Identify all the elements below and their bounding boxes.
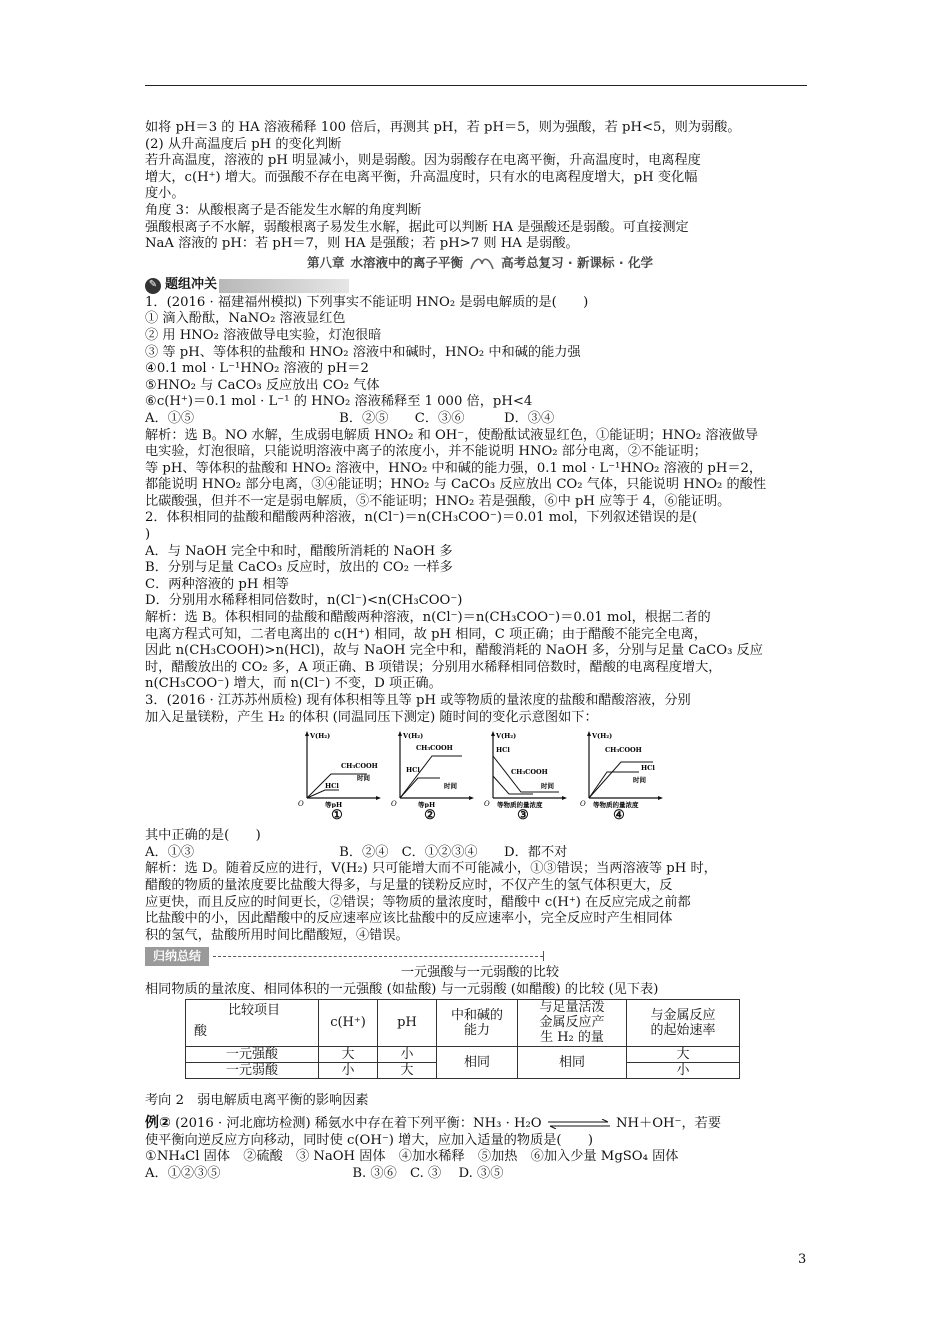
text-line: 使平衡向逆反应方向移动，同时使 c(OH⁻) 增大，应加入适量的物质是( ) (145, 1132, 594, 1148)
text-line: 应更快，而且反应的时间更长，②错误；等物质的量浓度时，醋酸中 c(H⁺) 在反应完成之前都 (145, 894, 691, 910)
graph-upper-label: CH₃COOH (341, 762, 378, 771)
text-line: 增大，c(H⁺) 增大。而强酸不存在电离平衡，升高温度时，只有水的电离程度增大，pH 变化幅 (145, 169, 698, 185)
table-header-neutral-2: 能力 (463, 1022, 490, 1038)
table-cell: 相同 (518, 1046, 627, 1078)
table-header-metal-1: 与足量活泼 (539, 1000, 605, 1016)
text-line: A．①③ B．②④ C．①②③④ D．都不对 (145, 844, 568, 860)
graph-number: ④ (613, 808, 625, 824)
graph-lower-label: CH₃COOH (511, 768, 548, 777)
table-header-rate-1: 与金属反应 (650, 1007, 716, 1023)
summary-subtitle: 相同物质的量浓度、相同体积的一元强酸 (如盐酸) 与一元弱酸 (如醋酸) 的比较 (见下表) (145, 981, 659, 997)
text-line: 强酸根离子不水解，弱酸根离子易发生水解，据此可以判断 HA 是强酸还是弱酸。可直接测定 (145, 219, 689, 235)
text-line: 比盐酸中的小，因此醋酸中的反应速率应该比盐酸中的反应速率小，完全反应时产生相同体 (145, 911, 673, 927)
text-line: NaA 溶液的 pH：若 pH＝7，则 HA 是强酸；若 pH>7 则 HA 是弱酸。 (145, 236, 579, 252)
example-text: (2016 · 河北廊坊检测) 稀氨水中存在着下列平衡：NH₃ · H₂O (175, 1116, 542, 1132)
text-line: 等 pH、等体积的盐酸和 HNO₂ 溶液中，HNO₂ 中和碱的能力强，0.1 mol · L⁻¹HNO₂ 溶液的 pH＝2， (145, 460, 763, 476)
text-line: 积的氢气，盐酸所用时间比醋酸短，④错误。 (145, 927, 409, 943)
text-line: 如将 pH＝3 的 HA 溶液稀释 100 倍后，再测其 pH，若 pH＝5，则为强酸，若 pH<5，则为弱酸。 (145, 120, 741, 135)
summary-title: 一元强酸与一元弱酸的比较 (400, 965, 560, 981)
text-line: 解析：选 B。体积相同的盐酸和醋酸两种溶液，n(Cl⁻)＝n(CH₃COO⁻)＝0.01 mol，根据二者的 (145, 610, 711, 626)
table-cell: 小 (378, 1046, 437, 1062)
graph-bottom-label: 等pH (418, 801, 436, 809)
table-header-rate-2: 的起始速率 (650, 1022, 716, 1038)
graph-xlabel: 时间 (633, 776, 646, 785)
graph-bottom-label: 等物质的量浓度 (497, 801, 543, 809)
table-header-neutral-1: 中和碱的 (450, 1007, 503, 1023)
graph-3 (481, 728, 567, 828)
graph-upper-label: CH₃COOH (605, 746, 642, 755)
table-header-item-top: 比较项目 (228, 1002, 281, 1018)
graph-ylabel: V(H₂) (592, 732, 613, 741)
table-cell: 大 (378, 1062, 437, 1078)
text-line: ③ 等 pH、等体积的盐酸和 HNO₂ 溶液中和碱时，HNO₂ 中和碱的能力强 (145, 344, 581, 360)
text-line: D．分别用水稀释相同倍数时，n(Cl⁻)<n(CH₃COO⁻) (145, 593, 463, 609)
text-line: 电实验，灯泡很暗，只能说明溶液中离子的浓度小，并不能说明 HNO₂ 部分电离，②不能证明； (145, 444, 707, 460)
section-tag-label: 题组冲关 (165, 277, 218, 293)
table-header-item (186, 999, 319, 1046)
graph-upper-label: CH₃COOH (416, 744, 453, 753)
text-line: C．两种溶液的 pH 相等 (145, 576, 289, 592)
summary-dash-line (213, 956, 543, 957)
graph-ylabel: V(H₂) (403, 732, 424, 741)
text-line: ) (145, 527, 151, 543)
question-3 (145, 693, 815, 726)
series-title: 高考总复习 · 新课标 · 化学 (501, 255, 653, 271)
text-line: 若升高温度，溶液的 pH 明显减小，则是弱酸。因为弱酸存在电离平衡，升高温度时，电离程度 (145, 153, 701, 169)
section-tag (145, 277, 815, 295)
graph-xlabel: 时间 (357, 774, 370, 783)
example-label: 例② (145, 1115, 171, 1132)
text-line: 因此 n(CH₃COOH)>n(HCl)，故与 NaOH 完全中和，醋酸消耗的 NaOH 多，分别与足量 CaCO₃ 反应 (145, 643, 763, 659)
summary-tag-label: 归纳总结 (145, 947, 209, 966)
text-line: 比碳酸强，但并不一定是弱电解质，⑤不能证明；HNO₂ 若是强酸，⑥中 pH 应等于 4，⑥能证明。 (145, 493, 731, 509)
graph-origin: O (484, 800, 490, 809)
text-line: 加入足量镁粉，产生 H₂ 的体积 (同温同压下测定) 随时间的变化示意图如下： (145, 709, 598, 725)
section-tag-bar (219, 279, 349, 293)
text-line: A．①②③⑤ B. ③⑥ C. ③ D. ③⑤ (145, 1165, 504, 1181)
chapter-number: 第八章 (307, 255, 345, 271)
table-cell: 大 (319, 1046, 378, 1062)
question-1 (145, 295, 815, 511)
example-2-first-line (145, 1115, 815, 1133)
text-line: 角度 3：从酸根离子是否能发生水解的角度判断 (145, 202, 422, 218)
comparison-table (185, 999, 740, 1079)
graph-2 (388, 728, 474, 828)
text-line: ④0.1 mol · L⁻¹HNO₂ 溶液的 pH＝2 (145, 361, 369, 377)
question-2 (145, 510, 815, 693)
text-line: ⑤HNO₂ 与 CaCO₃ 反应放出 CO₂ 气体 (145, 377, 380, 393)
graph-lower-label: HCl (325, 782, 339, 791)
page-content (145, 120, 815, 1183)
text-line: 2．体积相同的盐酸和醋酸两种溶液，n(Cl⁻)＝n(CH₃COO⁻)＝0.01 mol，下列叙述错误的是( (145, 510, 698, 526)
graph-4 (577, 728, 663, 828)
table-cell: 大 (627, 1046, 740, 1062)
text-line: 其中正确的是( ) (145, 828, 261, 844)
text-line: ① 滴入酚酞，NaNO₂ 溶液显红色 (145, 311, 346, 327)
equilibrium-arrow-icon (546, 1119, 612, 1129)
text-line: 3．(2016 · 江苏苏州质检) 现有体积相等且等 pH 或等物质的量浓度的盐酸和醋酸溶液，分别 (145, 693, 691, 708)
graph-lower-label: HCl (406, 766, 420, 775)
intro-section (145, 120, 815, 253)
text-line: 度小。 (145, 186, 185, 202)
table-cell: 小 (319, 1062, 378, 1078)
text-line: 醋酸的物质的量浓度要比盐酸大得多，与足量的镁粉反应时，不仅产生的氢气体积更大，反 (145, 877, 673, 893)
text-line: A．①⑤ B．②⑤ C．③⑥ D．③④ (145, 410, 555, 426)
text-line: 解析：选 B。NO 水解，生成弱电解质 HNO₂ 和 OH⁻，使酚酞试液显红色，①能证明；HNO₂ 溶液做导 (145, 427, 759, 443)
graph-origin: O (580, 800, 586, 809)
table-header-neutral (437, 999, 518, 1046)
chapter-band (145, 255, 815, 273)
example-text: NH＋OH⁻，若要 (615, 1116, 722, 1132)
text-line: ①NH₄Cl 固体 ②硫酸 ③ NaOH 固体 ④加水稀释 ⑤加热 ⑥加入少量 MgSO₄ 固体 (145, 1149, 679, 1165)
table-header-metal-2: 金属反应产 (539, 1015, 605, 1031)
graph-ylabel: V(H₂) (310, 732, 331, 741)
table-header-rate (627, 999, 740, 1046)
text-line: 电离方程式可知，二者电离出的 c(H⁺) 相同，故 pH 相同，C 项正确；由于醋酸不能完全电离， (145, 626, 707, 642)
graph-ylabel: V(H₂) (496, 732, 517, 741)
summary-tag (145, 947, 815, 965)
q3-graphs (145, 728, 815, 828)
question-3-answer (145, 828, 815, 944)
table-header-metal-3: 生 H₂ 的量 (540, 1030, 604, 1046)
graph-xlabel: 时间 (541, 782, 554, 791)
table-cell: 一元强酸 (186, 1046, 319, 1062)
table-header-row (186, 999, 740, 1046)
graph-number: ① (331, 808, 343, 824)
graph-xlabel: 时间 (444, 782, 457, 791)
table-cell: 相同 (437, 1046, 518, 1078)
summary-end-mark (543, 951, 544, 961)
graph-lower-label: HCl (641, 764, 655, 773)
table-row (186, 1046, 740, 1062)
header-rule (145, 85, 807, 86)
text-line: (2) 从升高温度后 pH 的变化判断 (145, 136, 342, 152)
chapter-title: 水溶液中的离子平衡 (350, 255, 464, 271)
table-header-item-bottom: 酸 (194, 1023, 208, 1039)
text-line: A．与 NaOH 完全中和时，醋酸所消耗的 NaOH 多 (145, 543, 453, 559)
graph-1 (295, 728, 381, 828)
text-line: B．分别与足量 CaCO₃ 反应时，放出的 CO₂ 一样多 (145, 560, 453, 576)
graph-number: ③ (517, 808, 529, 824)
graph-number: ② (424, 808, 436, 824)
text-line: 都能说明 HNO₂ 部分电离，③④能证明；HNO₂ 与 CaCO₃ 反应放出 CO₂ 气体，只能说明 HNO₂ 的酸性 (145, 477, 767, 493)
text-line: 解析：选 D。随着反应的进行，V(H₂) 只可能增大而不可能减小，①③错误；当两溶液等 pH 时， (145, 861, 717, 877)
graph-origin: O (298, 800, 304, 809)
graph-origin: O (391, 800, 397, 809)
knot-ornament-icon (469, 257, 495, 271)
pencil-icon: ✎ (145, 278, 161, 294)
graph-upper-label: HCl (496, 746, 510, 755)
table-cell: 小 (627, 1062, 740, 1078)
table-header-ph: pH (378, 999, 437, 1046)
text-line: 时，醋酸放出的 CO₂ 多，A 项正确、B 项错误；分别用水稀释相同倍数时，醋酸的电离程度增大， (145, 659, 722, 675)
page-number: 3 (798, 1252, 807, 1267)
text-line: 1．(2016 · 福建福州模拟) 下列事实不能证明 HNO₂ 是弱电解质的是( ) (145, 294, 589, 310)
graph-bottom-label: 等pH (325, 801, 343, 809)
table-cell: 一元弱酸 (186, 1062, 319, 1078)
table-header-metal (518, 999, 627, 1046)
text-line: ⑥c(H⁺)＝0.1 mol · L⁻¹ 的 HNO₂ 溶液稀释至 1 000 倍，pH<4 (145, 394, 533, 410)
direction-heading: 考向 2 弱电解质电离平衡的影响因素 (145, 1092, 369, 1108)
graph-bottom-label: 等物质的量浓度 (593, 801, 639, 809)
table-header-ch: c(H⁺) (319, 999, 378, 1046)
text-line: ② 用 HNO₂ 溶液做导电实验，灯泡很暗 (145, 327, 382, 343)
text-line: n(CH₃COO⁻) 增大，而 n(Cl⁻) 不变，D 项正确。 (145, 676, 442, 692)
